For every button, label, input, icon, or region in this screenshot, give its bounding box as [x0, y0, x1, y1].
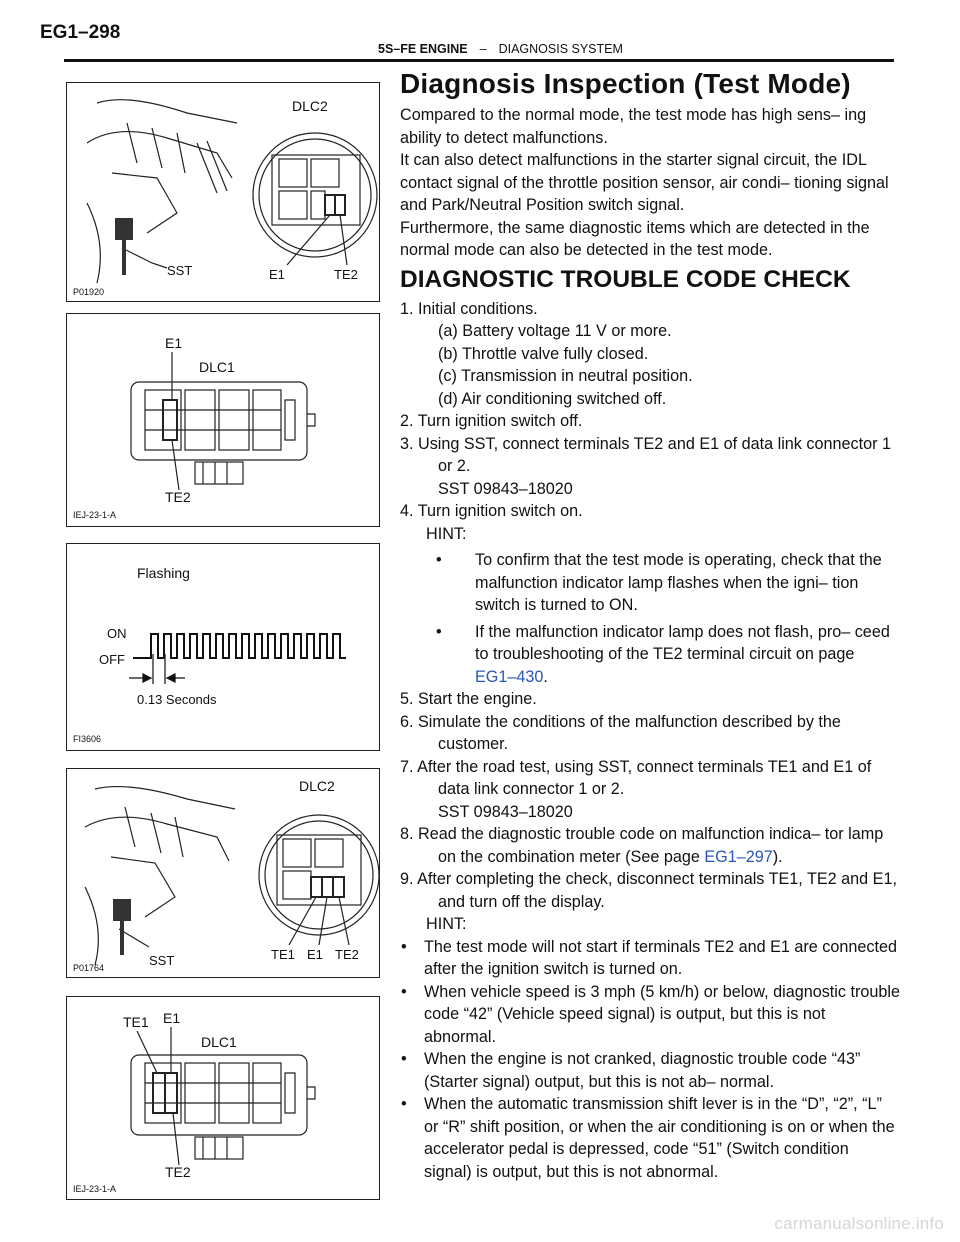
section-title: DIAGNOSTIC TROUBLE CODE CHECK — [400, 265, 851, 293]
step-9-hint-label: HINT: — [426, 915, 467, 933]
final-hint-4 — [400, 1093, 900, 1183]
bullet-icon: • — [401, 982, 407, 1001]
figure-dlc1-te1-e1-te2 — [66, 996, 380, 1200]
figure-2-te2-label: TE2 — [165, 489, 191, 505]
figure-5-drawing — [67, 997, 379, 1199]
step-8-end: ). — [772, 847, 783, 866]
figure-1-e1-label: E1 — [269, 267, 285, 282]
section-header — [378, 42, 623, 56]
step-3-sst: SST 09843–18020 — [438, 479, 573, 498]
intro-paragraph-2: It can also detect malfunctions in the starter signal circuit, the IDL contact signal of the throttle position sensor, air condi– tioning signal and Park/Neutral Position switch signal. — [400, 151, 889, 214]
step-8-text: 8. Read the diagnostic trouble code on malfunction indica– tor lamp on the combination meter (See page — [400, 825, 884, 866]
figure-flashing-waveform — [66, 543, 380, 751]
step-7: 7. After the road test, using SST, connect terminals TE1 and E1 of data link connector 1 or 2. — [400, 757, 872, 798]
bullet-icon: • — [436, 551, 442, 569]
figure-5-te2-label: TE2 — [165, 1164, 191, 1180]
page-number: EG1–298 — [40, 22, 121, 43]
page-title: Diagnosis Inspection (Test Mode) — [400, 68, 851, 99]
figure-4-connector-label: DLC2 — [299, 778, 335, 794]
figure-1-drawing — [67, 83, 379, 301]
figure-1-tool-label: SST — [167, 263, 193, 278]
figure-3-code: FI3606 — [73, 734, 102, 744]
figure-4-tool-label: SST — [149, 953, 175, 968]
final-hint-3 — [400, 1048, 900, 1093]
final-hint-1 — [400, 936, 900, 981]
step-4-hint-1 — [400, 549, 900, 617]
figure-dlc2-te1-e1-te2 — [66, 768, 380, 978]
final-hint-2-text: When vehicle speed is 3 mph (5 km/h) or below, diagnostic trouble code “42” (Vehicle speed signal) is output, but this is not abnormal. — [424, 982, 900, 1046]
figure-2-drawing — [67, 314, 379, 526]
final-hint-4-text: When the automatic transmission shift lever is in the “D”, “2”, “L” or “R” shift position, or when the air conditioning is on or when the accelerator pedal is depressed, code “51” (Switch condition signal) is output, but this is not abnormal. — [424, 1095, 895, 1181]
figure-dlc2-dashboard — [66, 82, 380, 302]
intro-paragraph-3: Furthermore, the same diagnostic items which are detected in the normal mode can also be detected in the test mode. — [400, 218, 870, 259]
final-hint-3-text: When the engine is not cranked, diagnostic trouble code “43” (Starter signal) output, but this is not ab– normal. — [424, 1050, 861, 1091]
step-4-hint-2 — [400, 621, 900, 689]
figure-3-drawing — [67, 544, 379, 750]
watermark: carmanualsonline.info — [774, 1214, 944, 1233]
step-7-sst: SST 09843–18020 — [438, 802, 573, 821]
bullet-icon: • — [436, 622, 442, 641]
figure-5-code: IEJ-23-1-A — [73, 1184, 117, 1194]
step-2: 2. Turn ignition switch off. — [400, 412, 583, 430]
step-4-hint-2-end: . — [543, 667, 548, 686]
section-separator: – — [479, 42, 487, 56]
step-4-hint-1-text: To confirm that the test mode is operating, check that the malfunction indicator lamp flashes when the igni– tion switch is turned to ON. — [475, 551, 882, 614]
section-topic: DIAGNOSIS SYSTEM — [498, 42, 623, 56]
figure-5-te1-label: TE1 — [123, 1014, 149, 1030]
intro-paragraph-1: Compared to the normal mode, the test mode has high sens– ing ability to detect malfunctions. — [400, 106, 867, 147]
figure-4-code: P01764 — [73, 963, 105, 973]
figure-5-e1-label: E1 — [163, 1010, 181, 1026]
figure-4-te2-label: TE2 — [335, 947, 359, 962]
section-engine: 5S–FE ENGINE — [378, 42, 468, 56]
step-1: 1. Initial conditions. — [400, 299, 538, 318]
step-4: 4. Turn ignition switch on. — [400, 502, 583, 520]
step-5: 5. Start the engine. — [400, 690, 537, 708]
figure-4-drawing — [67, 769, 379, 977]
step-9: 9. After completing the check, disconnect terminals TE1, TE2 and E1, and turn off the display. — [400, 870, 897, 911]
step-4-hint-label: HINT: — [426, 524, 467, 543]
figure-3-flashing-label: Flashing — [137, 565, 190, 581]
step-6: 6. Simulate the conditions of the malfunction described by the customer. — [400, 712, 841, 753]
link-eg1-297[interactable]: EG1–297 — [704, 847, 773, 866]
bullet-icon: • — [401, 937, 407, 956]
step-1-item-a: (a) Battery voltage 11 V or more. — [438, 322, 672, 340]
step-4-hint-2-text: If the malfunction indicator lamp does not flash, pro– ceed to troubleshooting of the TE2 terminal circuit on page — [475, 622, 890, 663]
main-content — [400, 66, 900, 1183]
header-rule — [64, 59, 894, 62]
figure-4-e1-label: E1 — [307, 947, 323, 962]
figure-2-e1-label: E1 — [165, 335, 183, 351]
figure-dlc1-e1-te2 — [66, 313, 380, 527]
link-eg1-430[interactable]: EG1–430 — [475, 667, 544, 686]
bullet-icon: • — [401, 1050, 407, 1068]
figure-1-connector-label: DLC2 — [292, 98, 328, 114]
figure-5-connector-label: DLC1 — [201, 1034, 237, 1050]
step-1-item-c: (c) Transmission in neutral position. — [438, 367, 693, 385]
final-hint-2 — [400, 981, 900, 1049]
step-8 — [400, 823, 900, 868]
step-3: 3. Using SST, connect terminals TE2 and E1 of data link connector 1 or 2. — [400, 434, 891, 475]
final-hint-1-text: The test mode will not start if terminals TE2 and E1 are connected after the ignition switch is turned on. — [424, 937, 897, 978]
figure-4-te1-label: TE1 — [271, 947, 295, 962]
step-1-item-b: (b) Throttle valve fully closed. — [438, 344, 649, 363]
figure-2-code: IEJ-23-1-A — [73, 510, 117, 520]
bullet-icon: • — [401, 1095, 407, 1113]
figure-3-interval-label: 0.13 Seconds — [137, 692, 217, 707]
figure-1-code: P01920 — [73, 287, 105, 297]
figure-1-te2-label: TE2 — [334, 267, 358, 282]
figure-3-off-label: OFF — [99, 652, 125, 667]
figure-3-on-label: ON — [107, 626, 127, 641]
figure-2-connector-label: DLC1 — [199, 359, 235, 375]
step-1-item-d: (d) Air conditioning switched off. — [438, 389, 667, 408]
